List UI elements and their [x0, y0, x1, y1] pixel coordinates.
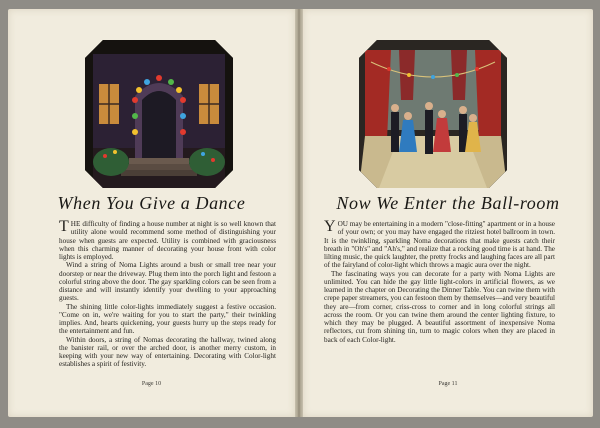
paragraph: THE difficulty of finding a house number at night is so well known that utility alone would recommend some method of distinguishing your house when guests are expected. Utility is combined with graciousness when this charming manner of decorating your house front with color lights is employed.: [59, 218, 276, 261]
page-number: Page 10: [141, 381, 162, 387]
drop-cap: T: [59, 218, 69, 235]
paragraph: Within doors, a string of Nomas decorating the hallway, twined along the banister rail, or over the arched door, is another merry custom, in keeping with your new way of entertaining. Decorating with Color-light establishes a spirit of festivity.: [59, 335, 276, 369]
paragraph: Wind a string of Noma Lights around a bush or small tree near your doorstep or near the driveway. Plug them into the porch light and festoon a colorful string above the door. The gay sparkling colors can be seen from a distance and will instantly identify your dwelling to your approaching guests.: [59, 261, 276, 303]
paragraph: YOU may be entertaining in a modern "close-fitting" apartment or in a house of your own; or you may have engaged the ritziest hotel ballroom in town. It is the twinkling, sparkling Noma decorations that make guests catch their breath in "Oh's" and "Ah's," and realize that a rocking good time is at hand. The lilting music, the quick laughter, the pretty frocks and laughing faces are all part of the fairyland of color-light which throws a magic aura over the night.: [324, 218, 555, 270]
drop-cap: Y: [324, 218, 336, 235]
page-number: Page 11: [438, 381, 458, 387]
right-page: [303, 9, 593, 417]
book-gutter: [295, 9, 303, 417]
ballroom-illustration: [359, 40, 507, 188]
doorway-illustration: [85, 40, 233, 188]
page-title: Now We Enter the Ball-room: [336, 193, 560, 213]
body-text: [324, 220, 555, 344]
page-title: When You Give a Dance: [57, 193, 246, 213]
paragraph: The fascinating ways you can decorate for a party with Noma Lights are unlimited. You can hide the gay little light-colors in artificial flowers, as we learned in the chapter on Decorating the Dinner Table. You can twine them with crepe paper streamers, you can festoon them by themselves—and very beautiful they are—from corner, criss-cross to corner and in long colorful strings all across the room. Or you can twine them around the center lighting fixture, to which they may be plugged. A beautiful assortment of inexpensive Noma reflectors, cut from shining tin, turn to magic colors when they are placed in back of each Color-light.: [324, 269, 555, 344]
paragraph: The shining little color-lights immediately suggest a festive occasion. "Come on in, we're waiting for you to start the party," their twinkling implies. And, hearts quickening, your guests hurry up the steps ready for the entertainment and fun.: [59, 302, 276, 336]
body-text: [59, 220, 276, 369]
left-page: [8, 9, 295, 417]
